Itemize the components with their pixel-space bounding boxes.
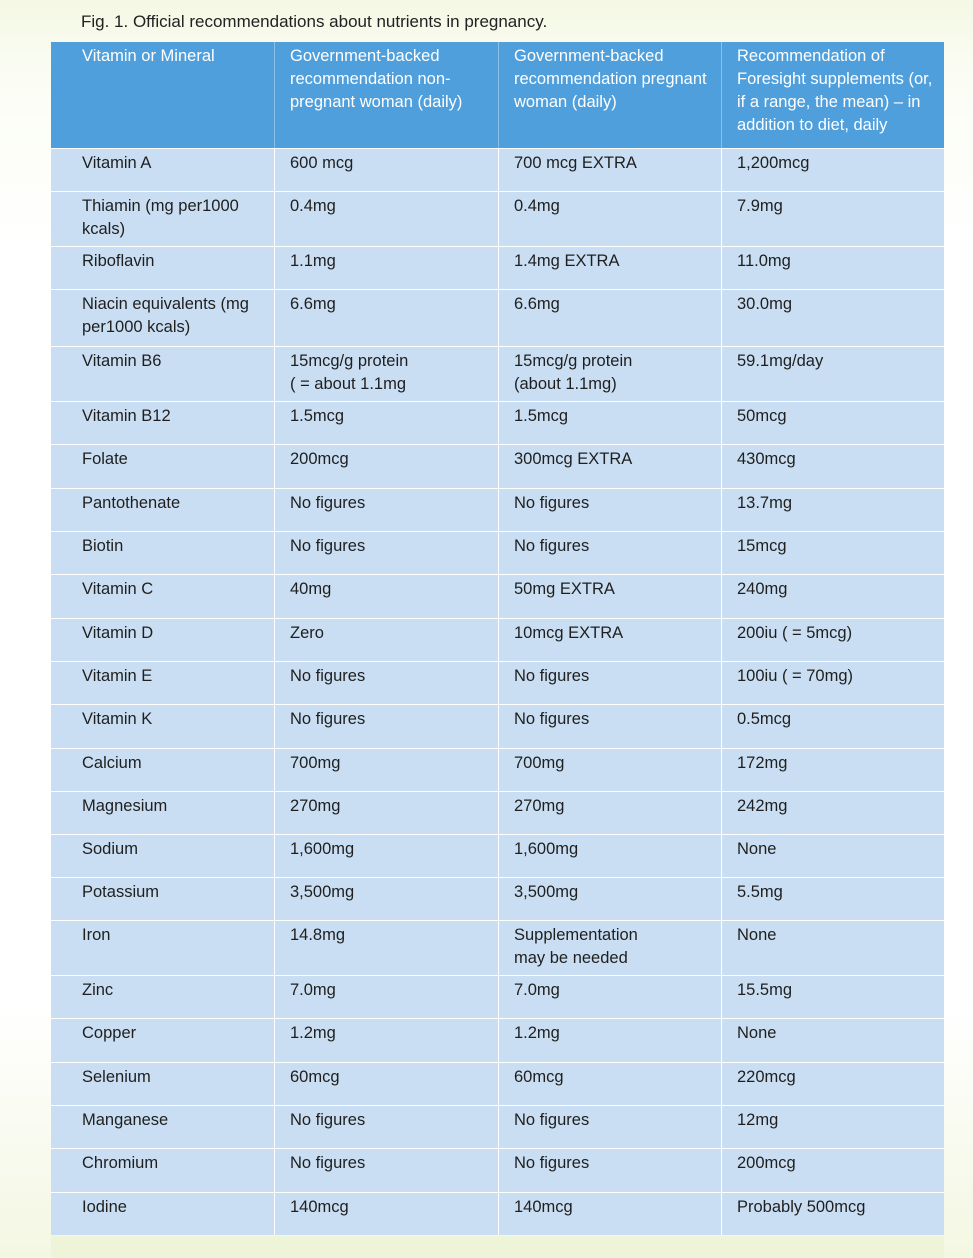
foresight-value: 13.7mg bbox=[721, 489, 944, 531]
foresight-value: 1,200mcg bbox=[721, 149, 944, 191]
nutrient-name: Folate bbox=[82, 450, 128, 468]
non-pregnant-value: 1.5mcg bbox=[274, 402, 498, 444]
pregnant-value: 60mcg bbox=[498, 1063, 721, 1105]
table-row bbox=[51, 1192, 944, 1235]
non-pregnant-value: 1.1mg bbox=[274, 247, 498, 289]
nutrient-name: Biotin bbox=[82, 537, 124, 555]
nutrient-name: Potassium bbox=[82, 883, 160, 901]
pregnant-value: 1.2mg bbox=[498, 1019, 721, 1062]
table-row bbox=[51, 704, 944, 748]
nutrient-name: Vitamin B6 bbox=[82, 352, 162, 370]
pregnant-value: 300mcg EXTRA bbox=[498, 445, 721, 488]
table-row bbox=[51, 920, 944, 975]
nutrient-name: Vitamin D bbox=[82, 624, 154, 642]
foresight-value: 240mg bbox=[721, 575, 944, 618]
nutrient-name: Iron bbox=[82, 926, 111, 944]
non-pregnant-value: 40mg bbox=[274, 575, 498, 618]
non-pregnant-value: 14.8mg bbox=[274, 921, 498, 975]
pregnant-value: 3,500mg bbox=[498, 878, 721, 920]
non-pregnant-value: No figures bbox=[274, 705, 498, 748]
non-pregnant-value: 1.2mg bbox=[274, 1019, 498, 1062]
non-pregnant-value: 3,500mg bbox=[274, 878, 498, 920]
non-pregnant-value: 60mcg bbox=[274, 1063, 498, 1105]
figure-caption: Fig. 1. Official recommendations about nutrients in pregnancy. bbox=[81, 12, 548, 31]
pregnant-value: 270mg bbox=[498, 792, 721, 834]
table-row bbox=[51, 1062, 944, 1105]
pregnant-value: 7.0mg bbox=[498, 976, 721, 1018]
pregnant-value: 15mcg/g protein (about 1.1mg) bbox=[498, 347, 721, 401]
foresight-value: None bbox=[721, 1019, 944, 1062]
non-pregnant-value: No figures bbox=[274, 1149, 498, 1192]
non-pregnant-value: No figures bbox=[274, 662, 498, 704]
foresight-value: 242mg bbox=[721, 792, 944, 834]
pregnant-value: 140mcg bbox=[498, 1193, 721, 1235]
table-row bbox=[51, 748, 944, 791]
nutrient-name: Vitamin E bbox=[82, 667, 153, 685]
pregnant-value: No figures bbox=[498, 1106, 721, 1148]
nutrient-name: Copper bbox=[82, 1024, 137, 1042]
table-row bbox=[51, 661, 944, 704]
non-pregnant-value: 7.0mg bbox=[274, 976, 498, 1018]
table-row bbox=[51, 246, 944, 289]
pregnant-value: 50mg EXTRA bbox=[498, 575, 721, 618]
nutrient-name: Iodine bbox=[82, 1198, 127, 1216]
pregnant-value: 1.5mcg bbox=[498, 402, 721, 444]
header-nutrient: Vitamin or Mineral bbox=[82, 47, 215, 65]
nutrient-name: Thiamin (mg per1000 kcals) bbox=[82, 197, 239, 238]
table-row bbox=[51, 191, 944, 246]
foresight-value: 15.5mg bbox=[721, 976, 944, 1018]
table-row bbox=[51, 791, 944, 834]
table-row bbox=[51, 488, 944, 531]
pregnant-value: 700 mcg EXTRA bbox=[498, 149, 721, 191]
table-body bbox=[51, 148, 944, 1235]
foresight-value: 50mcg bbox=[721, 402, 944, 444]
foresight-value: None bbox=[721, 835, 944, 877]
foresight-value: 7.9mg bbox=[721, 192, 944, 246]
nutrient-name: Vitamin K bbox=[82, 710, 153, 728]
foresight-value: 15mcg bbox=[721, 532, 944, 574]
pregnant-value: 10mcg EXTRA bbox=[498, 619, 721, 661]
pregnant-value: Supplementation may be needed bbox=[498, 921, 721, 975]
non-pregnant-value: Zero bbox=[274, 619, 498, 661]
nutrient-name: Zinc bbox=[82, 981, 114, 999]
header-pregnant: Government-backed recommendation pregnant woman (daily) bbox=[498, 42, 721, 148]
table-header bbox=[51, 42, 944, 148]
pregnant-value: No figures bbox=[498, 489, 721, 531]
pregnant-value: No figures bbox=[498, 1149, 721, 1192]
non-pregnant-value: 200mcg bbox=[274, 445, 498, 488]
foresight-value: Probably 500mcg bbox=[721, 1193, 944, 1235]
nutrient-name: Vitamin A bbox=[82, 154, 152, 172]
non-pregnant-value: 140mcg bbox=[274, 1193, 498, 1235]
table-row bbox=[51, 444, 944, 488]
non-pregnant-value: 6.6mg bbox=[274, 290, 498, 346]
header-non-pregnant: Government-backed recommendation non-pregnant woman (daily) bbox=[274, 42, 498, 148]
non-pregnant-value: 0.4mg bbox=[274, 192, 498, 246]
pregnant-value: No figures bbox=[498, 705, 721, 748]
pregnant-value: 1,600mg bbox=[498, 835, 721, 877]
table-row bbox=[51, 834, 944, 877]
table-row bbox=[51, 346, 944, 401]
table-row bbox=[51, 148, 944, 191]
pregnant-value: 1.4mg EXTRA bbox=[498, 247, 721, 289]
pregnant-value: No figures bbox=[498, 662, 721, 704]
nutrient-name: Calcium bbox=[82, 754, 142, 772]
nutrient-name: Niacin equivalents (mg per1000 kcals) bbox=[82, 295, 249, 336]
foresight-value: 100iu ( = 70mg) bbox=[721, 662, 944, 704]
non-pregnant-value: No figures bbox=[274, 532, 498, 574]
pregnant-value: No figures bbox=[498, 532, 721, 574]
table-row bbox=[51, 975, 944, 1018]
nutrient-name: Pantothenate bbox=[82, 494, 181, 512]
non-pregnant-value: No figures bbox=[274, 1106, 498, 1148]
foresight-value: 172mg bbox=[721, 749, 944, 791]
foresight-value: 200iu ( = 5mcg) bbox=[721, 619, 944, 661]
foresight-value: 200mcg bbox=[721, 1149, 944, 1192]
nutrient-name: Chromium bbox=[82, 1154, 159, 1172]
foresight-value: 5.5mg bbox=[721, 878, 944, 920]
nutrient-name: Riboflavin bbox=[82, 252, 155, 270]
table-row bbox=[51, 289, 944, 346]
nutrient-name: Vitamin C bbox=[82, 580, 154, 598]
foresight-value: 430mcg bbox=[721, 445, 944, 488]
pregnant-value: 700mg bbox=[498, 749, 721, 791]
foresight-value: 59.1mg/day bbox=[721, 347, 944, 401]
table-row bbox=[51, 877, 944, 920]
nutrient-name: Manganese bbox=[82, 1111, 169, 1129]
nutrient-table bbox=[51, 42, 944, 1235]
foresight-value: 0.5mcg bbox=[721, 705, 944, 748]
pregnant-value: 0.4mg bbox=[498, 192, 721, 246]
nutrient-name: Magnesium bbox=[82, 797, 168, 815]
table-row bbox=[51, 401, 944, 444]
nutrient-name: Sodium bbox=[82, 840, 138, 858]
table-row bbox=[51, 1148, 944, 1192]
table-row bbox=[51, 1105, 944, 1148]
non-pregnant-value: No figures bbox=[274, 489, 498, 531]
table-row bbox=[51, 618, 944, 661]
table-row bbox=[51, 1018, 944, 1062]
nutrient-name: Selenium bbox=[82, 1068, 151, 1086]
foresight-value: 30.0mg bbox=[721, 290, 944, 346]
foresight-value: None bbox=[721, 921, 944, 975]
table-row bbox=[51, 574, 944, 618]
foresight-value: 220mcg bbox=[721, 1063, 944, 1105]
foresight-value: 12mg bbox=[721, 1106, 944, 1148]
pregnant-value: 6.6mg bbox=[498, 290, 721, 346]
nutrient-name: Vitamin B12 bbox=[82, 407, 171, 425]
non-pregnant-value: 600 mcg bbox=[274, 149, 498, 191]
header-foresight: Recommendation of Foresight supplements (or, if a range, the mean) – in addition to diet, daily bbox=[721, 42, 944, 148]
foresight-value: 11.0mg bbox=[721, 247, 944, 289]
non-pregnant-value: 270mg bbox=[274, 792, 498, 834]
non-pregnant-value: 700mg bbox=[274, 749, 498, 791]
non-pregnant-value: 15mcg/g protein ( = about 1.1mg bbox=[274, 347, 498, 401]
table-row bbox=[51, 531, 944, 574]
bottom-band bbox=[51, 1236, 944, 1258]
non-pregnant-value: 1,600mg bbox=[274, 835, 498, 877]
